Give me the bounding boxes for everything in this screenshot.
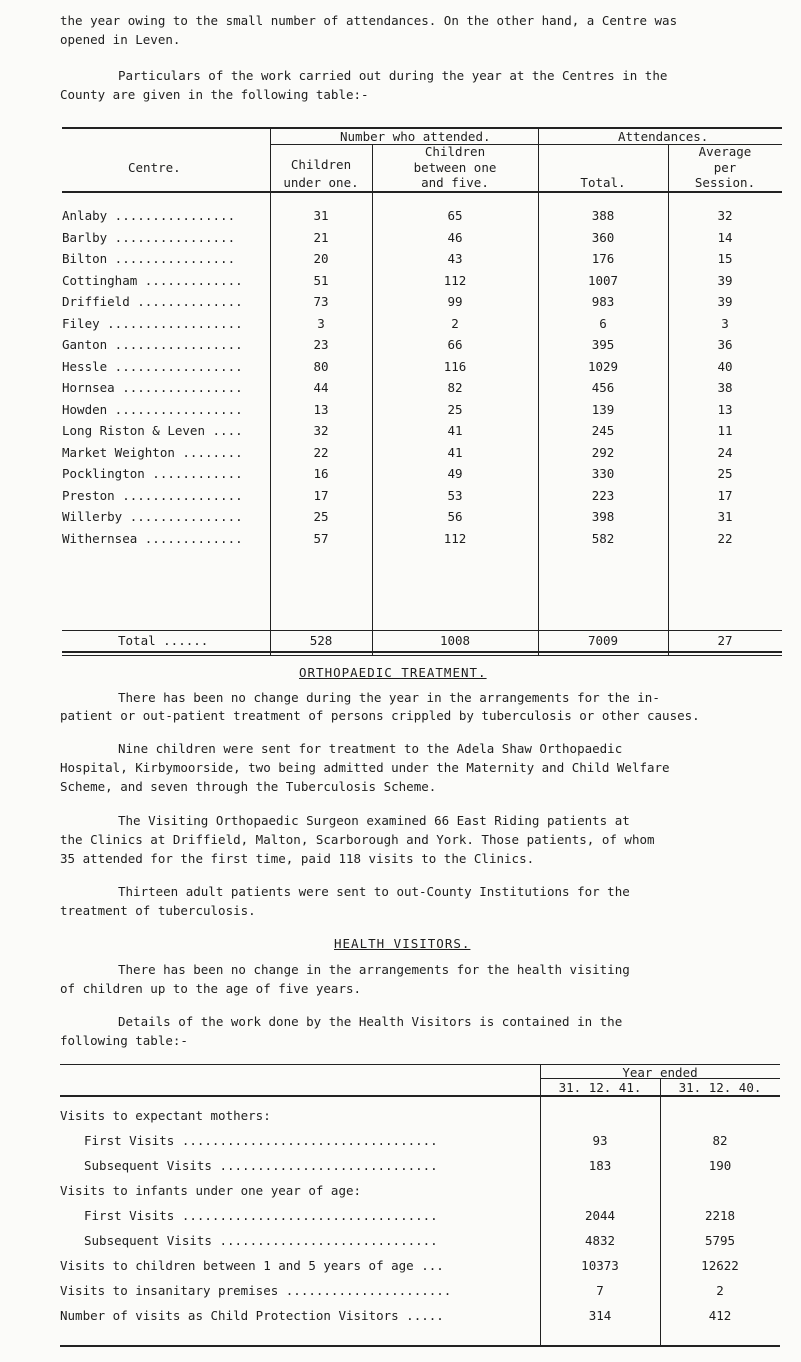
ortho-p2-l3: Scheme, and seven through the Tuberculosis Scheme. <box>60 779 437 794</box>
visit-row-label: Visits to expectant mothers: <box>60 1108 271 1123</box>
ortho-p4-l2: treatment of tuberculosis. <box>60 903 256 918</box>
visit-row-label: First Visits .................................. <box>84 1133 438 1148</box>
cell-one-five: 41 <box>447 445 463 460</box>
intro-line-1: the year owing to the small number of attendances. On the other hand, a Centre was <box>60 13 678 28</box>
col-one-five-l3: and five. <box>421 175 489 190</box>
cell-total: 456 <box>591 380 615 395</box>
centre-name: Howden ................. <box>62 402 243 417</box>
visit-value-1940: 412 <box>708 1308 732 1323</box>
cell-under-one: 51 <box>313 273 329 288</box>
total-one-five: 1008 <box>439 633 471 648</box>
cell-average: 13 <box>717 402 733 417</box>
cell-total: 139 <box>591 402 615 417</box>
cell-total: 245 <box>591 423 615 438</box>
visit-value-1940: 190 <box>708 1158 732 1173</box>
col-1941: 31. 12. 41. <box>558 1080 642 1095</box>
centre-name: Hornsea ................ <box>62 380 243 395</box>
visit-value-1941: 2044 <box>584 1208 616 1223</box>
centre-name: Pocklington ............ <box>62 466 243 481</box>
ortho-p3-l2: the Clinics at Driffield, Malton, Scarborough and York. Those patients, of whom <box>60 832 655 847</box>
cell-average: 22 <box>717 531 733 546</box>
col-average-l3: Session. <box>694 175 756 190</box>
cell-one-five: 112 <box>443 273 467 288</box>
col-average-l2: per <box>713 160 737 175</box>
cell-one-five: 112 <box>443 531 467 546</box>
col-under-one-l2: under one. <box>283 175 359 190</box>
centre-name: Barlby ................ <box>62 230 236 245</box>
centre-name: Cottingham ............. <box>62 273 243 288</box>
centre-name: Filey .................. <box>62 316 243 331</box>
cell-total: 388 <box>591 208 615 223</box>
col-average-l1: Average <box>698 144 752 159</box>
cell-average: 17 <box>717 488 733 503</box>
cell-under-one: 57 <box>313 531 329 546</box>
col-one-five-l1: Children <box>424 144 486 159</box>
visit-row-label: Visits to insanitary premises ...................... <box>60 1283 452 1298</box>
cell-one-five: 66 <box>447 337 463 352</box>
visit-value-1940: 2 <box>716 1283 724 1298</box>
cell-under-one: 17 <box>313 488 329 503</box>
cell-average: 39 <box>717 294 733 309</box>
ortho-p2-l2: Hospital, Kirbymoorside, two being admitted under the Maternity and Child Welfare <box>60 760 670 775</box>
cell-total: 292 <box>591 445 615 460</box>
year-ended-header: Year ended <box>622 1065 698 1080</box>
centre-name: Preston ................ <box>62 488 243 503</box>
health-p2-l2: following table:- <box>60 1033 188 1048</box>
intro-line-3: Particulars of the work carried out during the year at the Centres in the <box>118 68 668 83</box>
visit-value-1940: 5795 <box>704 1233 736 1248</box>
centre-name: Hessle ................. <box>62 359 243 374</box>
centre-name: Driffield .............. <box>62 294 243 309</box>
cell-average: 38 <box>717 380 733 395</box>
cell-under-one: 21 <box>313 230 329 245</box>
cell-total: 176 <box>591 251 615 266</box>
cell-one-five: 25 <box>447 402 463 417</box>
cell-total: 6 <box>599 316 607 331</box>
centre-name: Bilton ................ <box>62 251 236 266</box>
col-total: Total. <box>580 175 626 190</box>
cell-average: 11 <box>717 423 733 438</box>
total-attendances: 7009 <box>587 633 619 648</box>
health-p2-l1: Details of the work done by the Health Visitors is contained in the <box>118 1014 623 1029</box>
visit-value-1941: 183 <box>588 1158 612 1173</box>
cell-average: 40 <box>717 359 733 374</box>
ortho-heading: ORTHOPAEDIC TREATMENT. <box>299 665 487 680</box>
cell-total: 983 <box>591 294 615 309</box>
centre-name: Anlaby ................ <box>62 208 236 223</box>
cell-under-one: 22 <box>313 445 329 460</box>
visit-row-label: Number of visits as Child Protection Visitors ..... <box>60 1308 444 1323</box>
cell-under-one: 13 <box>313 402 329 417</box>
health-p1-l2: of children up to the age of five years. <box>60 981 362 996</box>
visit-row-label: Subsequent Visits ............................. <box>84 1158 438 1173</box>
cell-average: 24 <box>717 445 733 460</box>
ortho-p3-l1: The Visiting Orthopaedic Surgeon examined 66 East Riding patients at <box>118 813 630 828</box>
col-one-five-l2: between one <box>413 160 497 175</box>
cell-total: 1007 <box>587 273 619 288</box>
cell-under-one: 44 <box>313 380 329 395</box>
cell-under-one: 23 <box>313 337 329 352</box>
total-average: 27 <box>717 633 733 648</box>
cell-one-five: 99 <box>447 294 463 309</box>
cell-under-one: 16 <box>313 466 329 481</box>
ortho-p4-l1: Thirteen adult patients were sent to out-County Institutions for the <box>118 884 630 899</box>
cell-under-one: 31 <box>313 208 329 223</box>
cell-total: 1029 <box>587 359 619 374</box>
ortho-p1-l1: There has been no change during the year in the arrangements for the in- <box>118 690 660 705</box>
centre-name: Withernsea ............. <box>62 531 243 546</box>
cell-one-five: 43 <box>447 251 463 266</box>
cell-under-one: 3 <box>317 316 325 331</box>
cell-under-one: 32 <box>313 423 329 438</box>
cell-total: 360 <box>591 230 615 245</box>
cell-average: 36 <box>717 337 733 352</box>
col-centre: Centre. <box>128 160 181 175</box>
cell-under-one: 25 <box>313 509 329 524</box>
visit-row-label: Visits to children between 1 and 5 years of age ... <box>60 1258 444 1273</box>
cell-average: 31 <box>717 509 733 524</box>
cell-total: 582 <box>591 531 615 546</box>
cell-average: 25 <box>717 466 733 481</box>
cell-under-one: 73 <box>313 294 329 309</box>
visit-value-1941: 314 <box>588 1308 612 1323</box>
visit-value-1941: 7 <box>596 1283 604 1298</box>
cell-one-five: 56 <box>447 509 463 524</box>
total-under-one: 528 <box>309 633 333 648</box>
cell-total: 330 <box>591 466 615 481</box>
cell-total: 398 <box>591 509 615 524</box>
cell-one-five: 2 <box>451 316 459 331</box>
cell-average: 15 <box>717 251 733 266</box>
health-heading: HEALTH VISITORS. <box>334 936 471 951</box>
visit-row-label: First Visits .................................. <box>84 1208 438 1223</box>
header-number-attended: Number who attended. <box>340 129 491 144</box>
intro-line-4: County are given in the following table:- <box>60 87 369 102</box>
health-p1-l1: There has been no change in the arrangements for the health visiting <box>118 962 630 977</box>
header-attendances: Attendances. <box>618 129 709 144</box>
cell-average: 39 <box>717 273 733 288</box>
centre-name: Market Weighton ........ <box>62 445 243 460</box>
ortho-p3-l3: 35 attended for the first time, paid 118 visits to the Clinics. <box>60 851 535 866</box>
cell-total: 395 <box>591 337 615 352</box>
centre-name: Long Riston & Leven .... <box>62 423 243 438</box>
col-1940: 31. 12. 40. <box>678 1080 762 1095</box>
col-under-one-l1: Children <box>290 157 352 172</box>
cell-one-five: 49 <box>447 466 463 481</box>
visit-value-1940: 12622 <box>701 1258 739 1273</box>
cell-average: 3 <box>721 316 729 331</box>
visit-row-label: Visits to infants under one year of age: <box>60 1183 362 1198</box>
ortho-p1-l2: patient or out-patient treatment of persons crippled by tuberculosis or other causes. <box>60 708 700 723</box>
visit-row-label: Subsequent Visits ............................. <box>84 1233 438 1248</box>
cell-one-five: 41 <box>447 423 463 438</box>
centre-name: Ganton ................. <box>62 337 243 352</box>
visit-value-1941: 93 <box>592 1133 608 1148</box>
visit-value-1940: 82 <box>712 1133 728 1148</box>
cell-average: 32 <box>717 208 733 223</box>
visit-value-1941: 4832 <box>584 1233 616 1248</box>
cell-one-five: 46 <box>447 230 463 245</box>
centre-name: Willerby ............... <box>62 509 243 524</box>
visit-value-1941: 10373 <box>581 1258 619 1273</box>
total-label: Total ...... <box>118 633 209 648</box>
cell-one-five: 82 <box>447 380 463 395</box>
cell-under-one: 80 <box>313 359 329 374</box>
cell-one-five: 53 <box>447 488 463 503</box>
cell-average: 14 <box>717 230 733 245</box>
cell-under-one: 20 <box>313 251 329 266</box>
ortho-p2-l1: Nine children were sent for treatment to the Adela Shaw Orthopaedic <box>118 741 623 756</box>
intro-line-2: opened in Leven. <box>60 32 181 47</box>
cell-one-five: 116 <box>443 359 467 374</box>
cell-one-five: 65 <box>447 208 463 223</box>
cell-total: 223 <box>591 488 615 503</box>
visit-value-1940: 2218 <box>704 1208 736 1223</box>
